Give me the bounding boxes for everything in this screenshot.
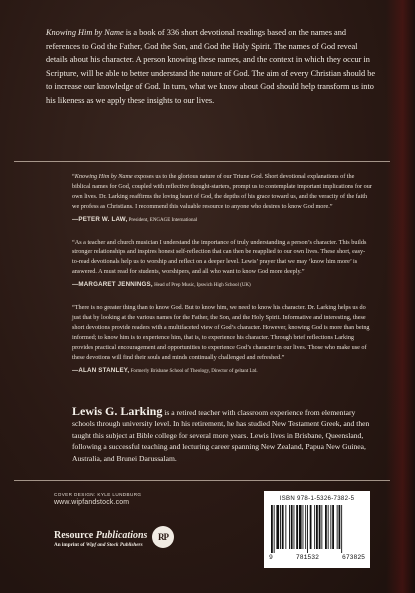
barcode-bar <box>341 505 342 553</box>
barcode-bar <box>314 505 315 549</box>
endorsement-text: “As a teacher and church musician I understand the importance of truly understanding a person’s character. This builds stronger relationships and inspires honest self-reflection that can then be reapplied to our own lives. These short, easy-to-read devotionals help us to worship and reflect on a deeper level. Lewis’ prayer that we may ‘know him more’ is answered. A must read for students, worshipers, and all who want to know God more deeply.” <box>72 238 367 276</box>
endorsement-attribution: —MARGARET JENNINGS, Head of Prep Music, Ipswich High School (UK) <box>72 281 251 289</box>
publisher-imprint: An imprint of Wipf and Stock Publishers <box>54 542 143 548</box>
barcode-bar <box>339 505 341 549</box>
barcode-bar <box>289 505 290 549</box>
intro-body: is a book of 336 short devotional readings based on the names and references to God the Father, God the Son, and God the Holy Spirit. The names of God reveal details about his character. A person knowing these names, and the context in which they occur in Scripture, will be able to better understand the nature of God. The aim of every Christian should be to increase our knowledge of God. In turn, what we know about God should help transform us into his likeness as we apply these insights to our lives. <box>46 28 376 105</box>
barcode-bar <box>325 505 327 549</box>
publisher-block <box>54 530 147 549</box>
barcode-bar <box>310 505 312 549</box>
isbn-number: ISBN 978-1-5326-7382-5 <box>279 495 355 502</box>
divider-top <box>14 161 390 162</box>
barcode-bar <box>274 505 275 553</box>
barcode-bar <box>330 505 331 549</box>
barcode-bar <box>328 505 329 549</box>
barcode-bar <box>271 505 273 553</box>
publisher-logo-icon: RP <box>152 526 174 548</box>
publisher-website: www.wipfandstock.com <box>54 499 130 506</box>
intro-paragraph <box>46 26 378 107</box>
author-name: Lewis G. Larking <box>72 404 163 418</box>
barcode-bar <box>316 505 318 549</box>
barcode-bar <box>303 505 304 549</box>
endorsements <box>72 172 372 388</box>
barcode-bar <box>276 505 279 549</box>
author-bio <box>72 406 372 464</box>
barcode-digits: 9 781532 673825 <box>269 554 365 561</box>
endorsement-3 <box>72 303 372 376</box>
endorsement-text: “Knowing Him by Name exposes us to the glorious nature of our Triune God. Short devotional explanations of the biblical names for God, coupled with reflective thought-starters, prompt us to contemplate important implications for our own lives. Dr. Larking reaffirms the loving heart of God, the depths of his grace toward us, and the veracity of the faith we profess as Christians. I recommend this valuable resource to anyone who desires to know God more.” <box>72 173 372 210</box>
credits <box>54 492 141 507</box>
endorsement-attribution: —ALAN STANLEY, Formerly Brisbane School of Theology, Director of geltant Ltd. <box>72 366 258 374</box>
barcode-bars-icon <box>269 505 365 553</box>
endorsement-attribution: —PETER W. LAW, President, ENGAGE International <box>72 215 198 223</box>
isbn-barcode <box>264 491 370 568</box>
cover-design-credit: COVER DESIGN: KYLE LUNDBURG <box>54 492 142 497</box>
endorsement-2 <box>72 238 372 292</box>
endorsement-text: “There is no greater thing than to know God. But to know him, we need to know his character. Dr. Larking helps us do just that by looking at the various names for the Father, the Son, and the Holy Spirit. Informative and interesting, these short devotions provide readers with a multifaceted view of God’s character. However, knowing God is more than being informed; to know him is to experience him, that is, to experience his character. Through brief reflections Larking provides practical encouragement and opportunities to experience God’s character in our lives. Those who make use of these devotions will find their souls and minds continually challenged and refreshed.” <box>72 304 370 361</box>
barcode-bar <box>285 505 286 549</box>
barcode-bar <box>321 505 322 549</box>
barcode-bar <box>299 505 302 549</box>
book-title-italic: Knowing Him by Name <box>46 28 124 37</box>
barcode-bar <box>337 505 338 549</box>
barcode-bar <box>305 505 306 549</box>
barcode-bar <box>296 505 298 549</box>
barcode-bar <box>291 505 293 549</box>
barcode-bar <box>280 505 281 549</box>
publisher-name: Resource Publications <box>54 530 148 541</box>
barcode-bar <box>294 505 295 549</box>
barcode-bar <box>282 505 284 549</box>
barcode-bar <box>332 505 334 549</box>
endorsement-1 <box>72 172 372 226</box>
barcode-bar <box>307 505 308 553</box>
bio-text: is a retired teacher with classroom experience from elementary schools through university level. In his retirement, he has studied New Testament Greek, and then taught this subject at Bible college for several more years. Lewis lives in Brisbane, Queensland, following a successful teaching and lecturing career spanning New Zealand, Papua New Guinea, Australia, and Brunei Darussalam. <box>72 408 370 463</box>
divider-bottom <box>14 480 390 481</box>
barcode-bar <box>319 505 321 549</box>
